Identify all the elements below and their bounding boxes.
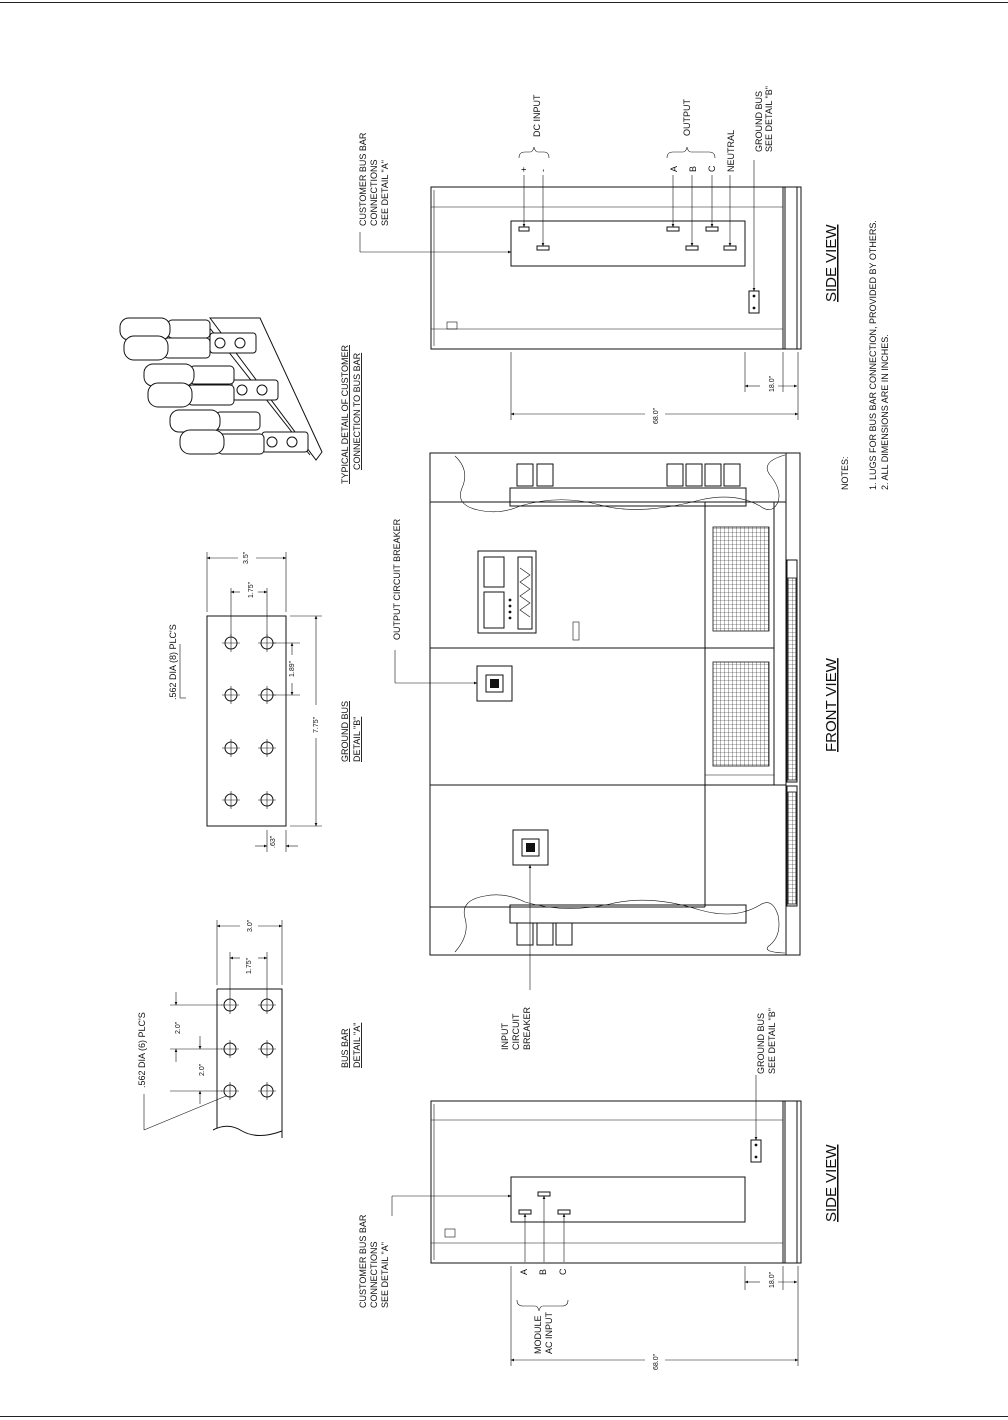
ground-bus-detail-title-1: GROUND BUS bbox=[340, 700, 350, 762]
side-view-right-title: SIDE VIEW bbox=[823, 224, 840, 302]
bus-bar-detail bbox=[144, 920, 282, 1138]
bus-bar-d1: 3.0" bbox=[247, 919, 254, 932]
ground-bus-holes bbox=[222, 634, 276, 809]
customer-bus-right-label-1: CUSTOMER BUS BAR bbox=[358, 132, 368, 226]
bus-bar-detail-title-1: BUS BAR bbox=[340, 1028, 350, 1068]
bus-bar-holes bbox=[221, 996, 276, 1100]
ground-bus-detail-title-2: DETAIL "B" bbox=[352, 716, 362, 762]
ground-bus-detail-labels bbox=[168, 551, 362, 848]
output-b-label: B bbox=[688, 165, 698, 172]
customer-bus-left-label-1: CUSTOMER BUS BAR bbox=[358, 1214, 368, 1308]
ground-bus-holes-label: .562 DIA (8) PLC'S bbox=[168, 624, 178, 700]
plus-label: + bbox=[519, 166, 529, 172]
output-breaker-label: OUTPUT CIRCUIT BREAKER bbox=[392, 518, 402, 640]
lug-pair-1 bbox=[120, 318, 256, 360]
bus-bar-detail-title-2: DETAIL "A" bbox=[352, 1022, 362, 1068]
output-label: OUTPUT bbox=[682, 99, 692, 136]
side-view-left-title: SIDE VIEW bbox=[823, 1144, 840, 1222]
customer-bus-left-label-2: CONNECTIONS bbox=[369, 1241, 379, 1308]
bus-bar-holes-label: .562 DIA (6) PLC'S bbox=[137, 1012, 147, 1088]
ground-bus-d5: .63" bbox=[270, 835, 277, 848]
customer-bus-right-label-2: CONNECTIONS bbox=[369, 159, 379, 226]
typical-detail-lugs bbox=[120, 318, 322, 460]
front-view-title: FRONT VIEW bbox=[823, 658, 840, 752]
input-a-label: A bbox=[519, 1268, 529, 1275]
input-c-label: C bbox=[558, 1268, 568, 1275]
typical-detail-labels bbox=[340, 344, 362, 484]
front-view-labels bbox=[392, 518, 840, 1050]
ground-bus-d3: 1.89" bbox=[289, 660, 296, 677]
ground-bus-left-label-1: GROUND BUS bbox=[756, 1012, 766, 1074]
terminal-blocks-bottom bbox=[517, 923, 572, 945]
ground-bus-d4: 7.75" bbox=[313, 716, 320, 733]
bus-bar-d4: 2.0" bbox=[199, 1063, 206, 1076]
dc-input-label: DC INPUT bbox=[532, 94, 542, 137]
right-base-dim: 18.0" bbox=[769, 375, 776, 392]
lug-pair-2 bbox=[144, 364, 278, 407]
side-view-left bbox=[392, 1075, 801, 1366]
input-breaker-label-1: INPUT bbox=[500, 1023, 510, 1050]
left-height-dim: 68.0" bbox=[653, 1353, 660, 1370]
output-c-label: C bbox=[707, 165, 717, 172]
module-ac-label-2: AC INPUT bbox=[544, 1311, 554, 1354]
ground-bus-right-label-1: GROUND BUS bbox=[754, 90, 764, 152]
notes-heading: NOTES: bbox=[840, 456, 850, 490]
notes-item-2: 2. ALL DIMENSIONS ARE IN INCHES. bbox=[880, 334, 890, 490]
bus-bar-detail-labels bbox=[137, 919, 362, 1088]
neutral-label: NEUTRAL bbox=[726, 129, 736, 172]
side-view-right-labels bbox=[358, 86, 890, 490]
customer-bus-left-label-3: SEE DETAIL "A" bbox=[380, 1242, 390, 1308]
front-view bbox=[395, 453, 800, 990]
side-view-right bbox=[360, 147, 801, 420]
bus-bar-d3: 2.0" bbox=[175, 1021, 182, 1034]
notes-item-1: 1. LUGS FOR BUS BAR CONNECTION, PROVIDED BY OTHERS. bbox=[868, 220, 878, 490]
right-height-dim: 68.0" bbox=[653, 407, 660, 424]
ground-bus-d1: 3.5" bbox=[243, 551, 250, 564]
output-a-label: A bbox=[669, 165, 679, 172]
input-breaker-label-2: CIRCUIT bbox=[511, 1013, 521, 1050]
input-breaker-label-3: BREAKER bbox=[522, 1006, 532, 1050]
customer-bus-right-label-3: SEE DETAIL "A" bbox=[380, 160, 390, 226]
input-b-label: B bbox=[538, 1268, 548, 1275]
left-base-dim: 18.0" bbox=[769, 1271, 776, 1288]
minus-label: - bbox=[538, 169, 548, 172]
bus-bar-d2: 1.75" bbox=[246, 957, 253, 974]
lug-pair-3 bbox=[170, 410, 308, 454]
module-ac-label-1: MODULE bbox=[533, 1315, 543, 1354]
terminal-blocks-top bbox=[517, 464, 740, 486]
typical-detail-title-2: CONNECTION TO BUS BAR bbox=[352, 352, 362, 470]
ground-bus-left-label-2: SEE DETAIL "B" bbox=[767, 1008, 777, 1074]
typical-detail-title-1: TYPICAL DETAIL OF CUSTOMER bbox=[340, 344, 350, 484]
ground-bus-d2: 1.75" bbox=[248, 581, 255, 598]
ground-bus-right-label-2: SEE DETAIL "B" bbox=[764, 86, 774, 152]
side-view-left-labels bbox=[358, 1008, 840, 1370]
